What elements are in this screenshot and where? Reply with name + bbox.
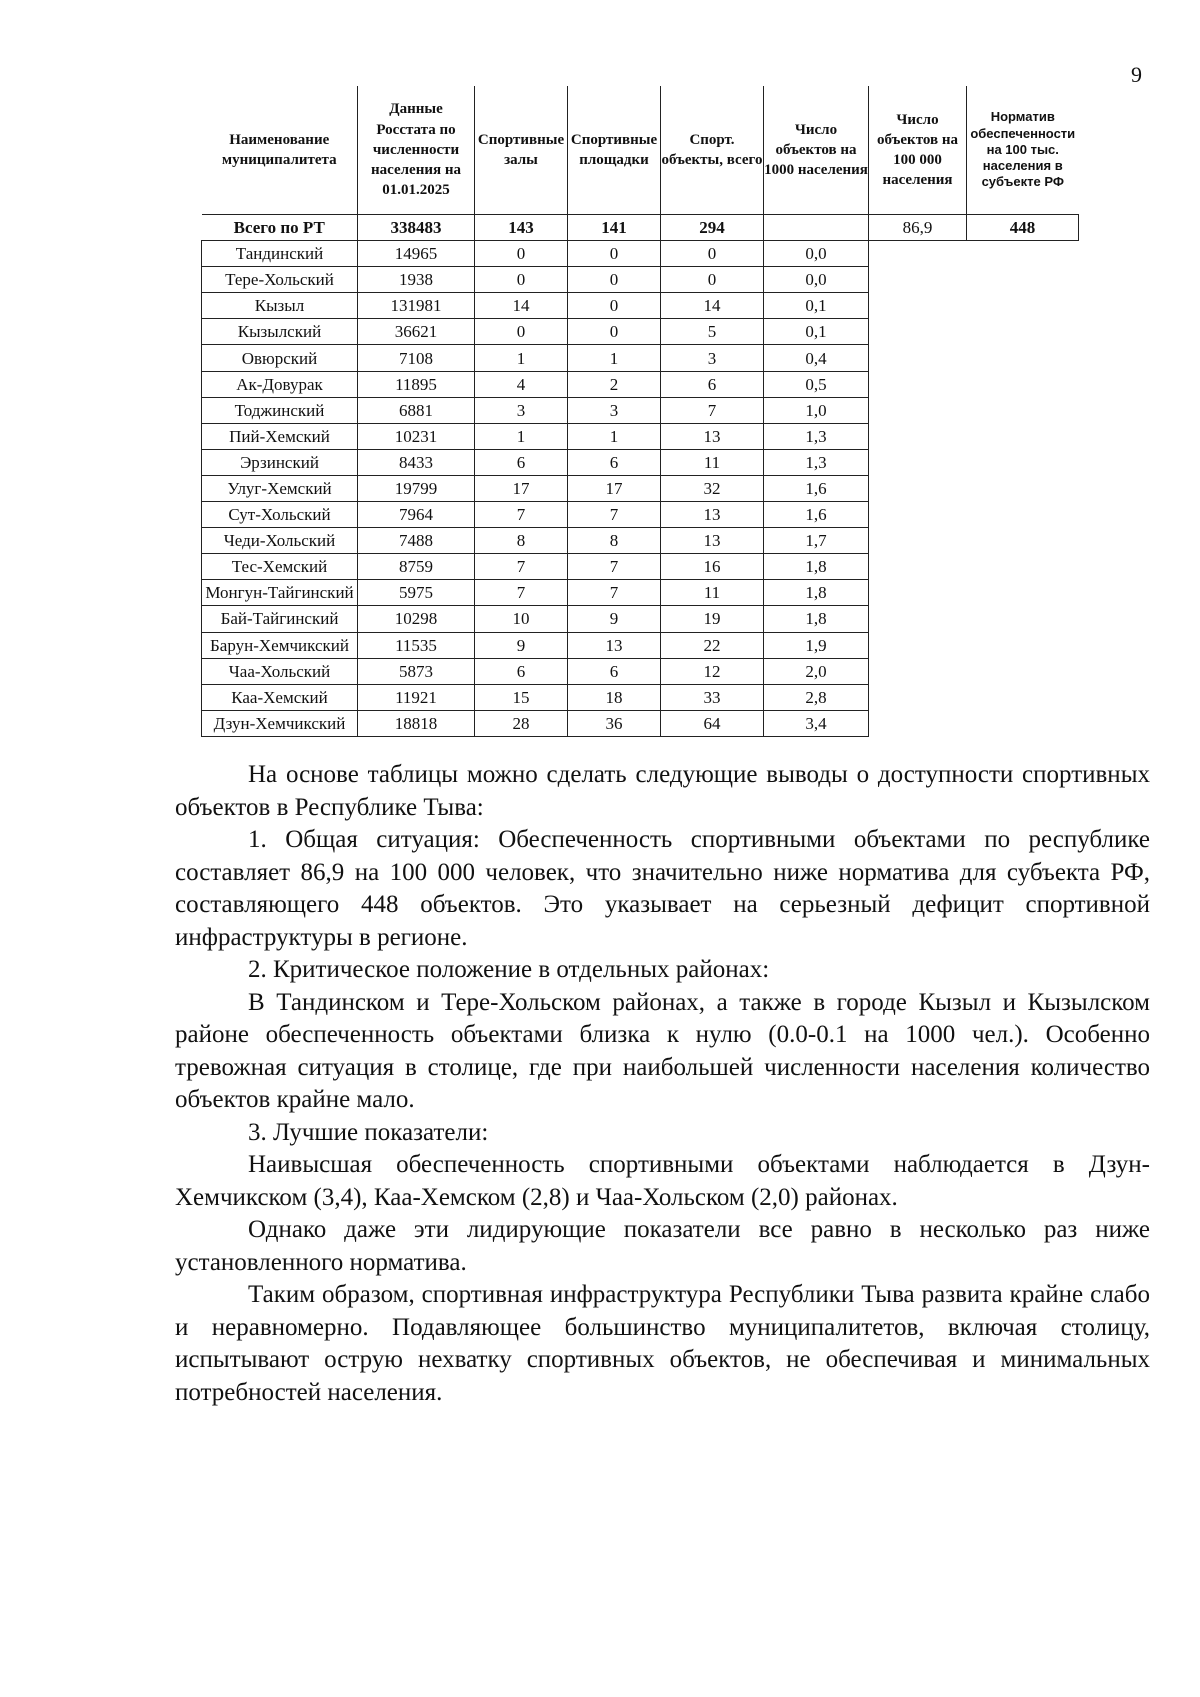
cell-empty <box>967 449 1079 475</box>
cell-sport-halls: 14 <box>475 293 568 319</box>
table-row <box>202 658 1079 684</box>
table-row <box>202 371 1079 397</box>
cell-population: 5873 <box>358 658 475 684</box>
header-per-100000: Число объектов на 100 000 населения <box>869 86 967 215</box>
header-sport-halls: Спортивные залы <box>475 86 568 215</box>
table-row <box>202 267 1079 293</box>
header-municipality: Наименование муниципалитета <box>202 86 358 215</box>
cell-population: 1938 <box>358 267 475 293</box>
cell-per-1000: 1,6 <box>764 502 869 528</box>
cell-per-1000: 1,0 <box>764 397 869 423</box>
cell-sport-grounds: 0 <box>568 241 661 267</box>
cell-sport-grounds: 6 <box>568 449 661 475</box>
cell-municipality: Барун-Хемчикский <box>202 632 358 658</box>
cell-total-facilities: 13 <box>661 423 764 449</box>
paragraph: Однако даже эти лидирующие показатели все равно в несколько раз ниже установленного норматива. <box>175 1216 1150 1276</box>
paragraph: Таким образом, спортивная инфраструктура Республики Тыва развита крайне слабо и неравномерно. Подавляющее большинство муниципалитетов, включая столицу, испытывают острую нехватку спортивных объектов, не обеспечивая и минимальных потребностей населения. <box>175 1281 1150 1406</box>
table-header-row <box>202 86 1079 215</box>
cell-empty <box>869 319 967 345</box>
cell-per-1000: 1,8 <box>764 580 869 606</box>
cell-population: 18818 <box>358 710 475 736</box>
paragraph: 1. Общая ситуация: Обеспеченность спортивными объектами по республике составляет 86,9 на 100 000 человек, что значительно ниже норматива для субъекта РФ, составляющего 448 объектов. Это указывает на серьезный дефицит спортивной инфраструктуры в регионе. <box>175 826 1150 951</box>
table-total-row <box>202 215 1079 241</box>
cell-sport-grounds: 17 <box>568 475 661 501</box>
cell-municipality: Улуг-Хемский <box>202 475 358 501</box>
cell-sport-halls: 1 <box>475 345 568 371</box>
table-row <box>202 528 1079 554</box>
cell-empty <box>967 345 1079 371</box>
cell-population: 7964 <box>358 502 475 528</box>
cell-total-facilities: 11 <box>661 449 764 475</box>
cell-sport-halls: 17 <box>475 475 568 501</box>
cell-per-1000: 0,4 <box>764 345 869 371</box>
total-label: Всего по РТ <box>202 215 358 241</box>
cell-population: 36621 <box>358 319 475 345</box>
cell-empty <box>869 293 967 319</box>
cell-empty <box>869 449 967 475</box>
cell-empty <box>869 658 967 684</box>
total-facilities: 294 <box>661 215 764 241</box>
cell-total-facilities: 33 <box>661 684 764 710</box>
cell-municipality: Каа-Хемский <box>202 684 358 710</box>
cell-empty <box>869 371 967 397</box>
cell-municipality: Кызыл <box>202 293 358 319</box>
cell-municipality: Сут-Хольский <box>202 502 358 528</box>
table-row <box>202 397 1079 423</box>
cell-sport-grounds: 8 <box>568 528 661 554</box>
cell-sport-halls: 3 <box>475 397 568 423</box>
cell-empty <box>869 475 967 501</box>
cell-empty <box>869 606 967 632</box>
cell-population: 131981 <box>358 293 475 319</box>
table-row <box>202 241 1079 267</box>
cell-municipality: Монгун-Тайгинский <box>202 580 358 606</box>
cell-sport-halls: 7 <box>475 554 568 580</box>
cell-per-1000: 2,0 <box>764 658 869 684</box>
table-row <box>202 684 1079 710</box>
table-row <box>202 710 1079 736</box>
cell-per-1000: 0,1 <box>764 293 869 319</box>
cell-empty <box>967 423 1079 449</box>
paragraph: На основе таблицы можно сделать следующие выводы о доступности спортивных объектов в Республике Тыва: <box>175 761 1150 821</box>
table-row <box>202 632 1079 658</box>
cell-municipality: Кызылский <box>202 319 358 345</box>
cell-per-1000: 1,6 <box>764 475 869 501</box>
cell-per-1000: 1,3 <box>764 449 869 475</box>
total-norm: 448 <box>967 215 1079 241</box>
cell-sport-grounds: 9 <box>568 606 661 632</box>
cell-municipality: Овюрский <box>202 345 358 371</box>
cell-empty <box>869 502 967 528</box>
cell-total-facilities: 14 <box>661 293 764 319</box>
cell-per-1000: 0,0 <box>764 241 869 267</box>
cell-total-facilities: 5 <box>661 319 764 345</box>
table-row <box>202 580 1079 606</box>
cell-sport-grounds: 0 <box>568 267 661 293</box>
cell-per-1000: 1,9 <box>764 632 869 658</box>
cell-empty <box>869 345 967 371</box>
cell-empty <box>967 554 1079 580</box>
cell-empty <box>967 632 1079 658</box>
cell-sport-grounds: 3 <box>568 397 661 423</box>
cell-sport-halls: 6 <box>475 658 568 684</box>
cell-empty <box>869 241 967 267</box>
cell-total-facilities: 13 <box>661 502 764 528</box>
cell-municipality: Пий-Хемский <box>202 423 358 449</box>
cell-total-facilities: 11 <box>661 580 764 606</box>
cell-population: 5975 <box>358 580 475 606</box>
cell-total-facilities: 6 <box>661 371 764 397</box>
cell-empty <box>967 397 1079 423</box>
cell-empty <box>869 528 967 554</box>
cell-sport-grounds: 0 <box>568 293 661 319</box>
cell-total-facilities: 22 <box>661 632 764 658</box>
cell-municipality: Чеди-Хольский <box>202 528 358 554</box>
cell-empty <box>967 710 1079 736</box>
cell-population: 11535 <box>358 632 475 658</box>
cell-municipality: Тере-Хольский <box>202 267 358 293</box>
cell-population: 6881 <box>358 397 475 423</box>
table-row <box>202 293 1079 319</box>
cell-sport-grounds: 7 <box>568 502 661 528</box>
cell-municipality: Эрзинский <box>202 449 358 475</box>
cell-total-facilities: 0 <box>661 267 764 293</box>
cell-population: 7108 <box>358 345 475 371</box>
cell-total-facilities: 19 <box>661 606 764 632</box>
cell-sport-halls: 1 <box>475 423 568 449</box>
cell-sport-grounds: 1 <box>568 423 661 449</box>
cell-empty <box>967 319 1079 345</box>
table-row <box>202 345 1079 371</box>
cell-empty <box>869 710 967 736</box>
cell-population: 8759 <box>358 554 475 580</box>
header-population: Данные Росстата по численности населения на 01.01.2025 <box>358 86 475 215</box>
cell-population: 19799 <box>358 475 475 501</box>
cell-sport-halls: 15 <box>475 684 568 710</box>
cell-empty <box>869 580 967 606</box>
cell-total-facilities: 0 <box>661 241 764 267</box>
cell-sport-grounds: 6 <box>568 658 661 684</box>
cell-population: 7488 <box>358 528 475 554</box>
cell-empty <box>967 502 1079 528</box>
cell-empty <box>967 606 1079 632</box>
cell-population: 14965 <box>358 241 475 267</box>
table-row <box>202 423 1079 449</box>
cell-sport-halls: 9 <box>475 632 568 658</box>
sports-facilities-table <box>201 86 1079 737</box>
cell-population: 11895 <box>358 371 475 397</box>
cell-sport-halls: 0 <box>475 267 568 293</box>
paragraph: Наивысшая обеспеченность спортивными объектами наблюдается в Дзун-Хемчикском (3,4), Каа-Хемском (2,8) и Чаа-Хольском (2,0) районах. <box>175 1151 1150 1211</box>
table-row <box>202 554 1079 580</box>
total-sport-halls: 143 <box>475 215 568 241</box>
cell-sport-grounds: 2 <box>568 371 661 397</box>
cell-sport-halls: 10 <box>475 606 568 632</box>
paragraph: 3. Лучшие показатели: <box>248 1118 489 1146</box>
cell-total-facilities: 7 <box>661 397 764 423</box>
cell-empty <box>967 528 1079 554</box>
cell-empty <box>967 267 1079 293</box>
total-population: 338483 <box>358 215 475 241</box>
cell-empty <box>869 554 967 580</box>
cell-empty <box>869 423 967 449</box>
table-row <box>202 475 1079 501</box>
table-row <box>202 502 1079 528</box>
cell-population: 8433 <box>358 449 475 475</box>
cell-per-1000: 1,7 <box>764 528 869 554</box>
cell-municipality: Дзун-Хемчикский <box>202 710 358 736</box>
cell-municipality: Тоджинский <box>202 397 358 423</box>
page-number: 9 <box>1131 62 1142 87</box>
cell-empty <box>967 371 1079 397</box>
cell-empty <box>967 684 1079 710</box>
cell-municipality: Тандинский <box>202 241 358 267</box>
cell-total-facilities: 64 <box>661 710 764 736</box>
cell-sport-grounds: 7 <box>568 554 661 580</box>
cell-per-1000: 3,4 <box>764 710 869 736</box>
cell-sport-grounds: 0 <box>568 319 661 345</box>
cell-per-1000: 0,5 <box>764 371 869 397</box>
total-per-100000: 86,9 <box>869 215 967 241</box>
header-per-1000: Число объектов на 1000 населения <box>764 86 869 215</box>
cell-empty <box>869 684 967 710</box>
table-row <box>202 606 1079 632</box>
cell-municipality: Чаа-Хольский <box>202 658 358 684</box>
cell-sport-grounds: 36 <box>568 710 661 736</box>
cell-empty <box>967 293 1079 319</box>
cell-population: 11921 <box>358 684 475 710</box>
cell-total-facilities: 16 <box>661 554 764 580</box>
cell-population: 10231 <box>358 423 475 449</box>
cell-per-1000: 1,8 <box>764 606 869 632</box>
cell-municipality: Тес-Хемский <box>202 554 358 580</box>
cell-sport-grounds: 13 <box>568 632 661 658</box>
paragraph: 2. Критическое положение в отдельных районах: <box>248 956 770 983</box>
cell-sport-grounds: 7 <box>568 580 661 606</box>
table-row <box>202 449 1079 475</box>
cell-empty <box>967 475 1079 501</box>
header-sport-grounds: Спортивные площадки <box>568 86 661 215</box>
cell-total-facilities: 32 <box>661 475 764 501</box>
cell-municipality: Бай-Тайгинский <box>202 606 358 632</box>
cell-per-1000: 2,8 <box>764 684 869 710</box>
cell-total-facilities: 12 <box>661 658 764 684</box>
cell-total-facilities: 13 <box>661 528 764 554</box>
cell-sport-halls: 7 <box>475 580 568 606</box>
table-row <box>202 319 1079 345</box>
total-sport-grounds: 141 <box>568 215 661 241</box>
header-norm: Норматив обеспеченности на 100 тыс. населения в субъекте РФ <box>967 86 1079 215</box>
cell-per-1000: 0,0 <box>764 267 869 293</box>
cell-empty <box>869 632 967 658</box>
cell-sport-halls: 28 <box>475 710 568 736</box>
cell-per-1000: 1,3 <box>764 423 869 449</box>
header-total-facilities: Спорт. объекты, всего <box>661 86 764 215</box>
cell-sport-halls: 7 <box>475 502 568 528</box>
cell-municipality: Ак-Довурак <box>202 371 358 397</box>
cell-per-1000: 0,1 <box>764 319 869 345</box>
paragraph: В Тандинском и Тере-Хольском районах, а также в городе Кызыл и Кызылском районе обеспеченность объектами близка к нулю (0.0-0.1 на 1000 чел.). Особенно тревожная ситуация в столице, где при наибольшей численности населения количество объектов крайне мало. <box>175 988 1150 1113</box>
cell-per-1000: 1,8 <box>764 554 869 580</box>
cell-empty <box>967 658 1079 684</box>
cell-empty <box>967 241 1079 267</box>
cell-sport-grounds: 18 <box>568 684 661 710</box>
cell-empty <box>869 397 967 423</box>
cell-empty <box>869 267 967 293</box>
cell-sport-halls: 6 <box>475 449 568 475</box>
cell-population: 10298 <box>358 606 475 632</box>
cell-total-facilities: 3 <box>661 345 764 371</box>
cell-sport-halls: 8 <box>475 528 568 554</box>
cell-sport-grounds: 1 <box>568 345 661 371</box>
cell-sport-halls: 0 <box>475 319 568 345</box>
cell-empty <box>967 580 1079 606</box>
total-per-1000 <box>764 215 869 241</box>
cell-sport-halls: 4 <box>475 371 568 397</box>
conclusions-text <box>175 759 1150 1409</box>
cell-sport-halls: 0 <box>475 241 568 267</box>
